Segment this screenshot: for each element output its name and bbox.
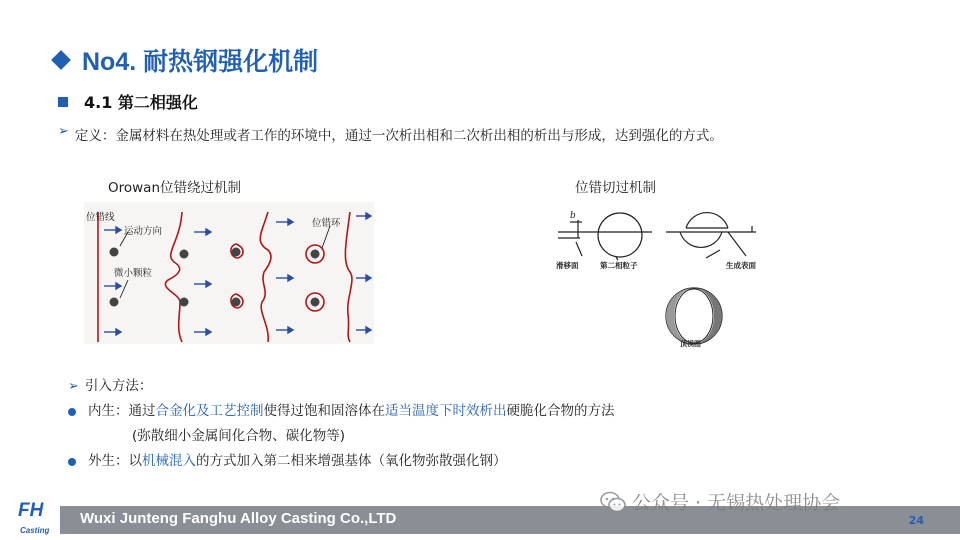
external-highlight: 机械混入 xyxy=(142,453,196,469)
particle-8 xyxy=(311,298,320,307)
label-second-phase: 第二相粒子 xyxy=(600,261,638,270)
company-name: Wuxi Junteng Fanghu Alloy Casting Co.,LTD xyxy=(80,510,397,527)
internal-pre: 通过 xyxy=(128,403,156,419)
leader-slip xyxy=(576,242,582,256)
label-direction: 运动方向 xyxy=(124,226,163,237)
leader-view xyxy=(706,250,720,258)
fig-left-caption: Orowan位错绕过机制 xyxy=(108,180,242,196)
internal-highlight-2: 适当温度下时效析出 xyxy=(385,403,507,419)
orowan-diagram xyxy=(84,202,374,344)
bullet-dot-icon xyxy=(68,458,76,466)
label-slip-plane: 滑移面 xyxy=(556,261,579,270)
section-text: 4.1 第二相强化 xyxy=(84,93,198,112)
internal-post: 硬脆化合物的方法 xyxy=(506,403,615,419)
external-post: 的方式加入第二相来增强基体（氧化物弥散强化钢） xyxy=(196,453,507,469)
wechat-icon xyxy=(600,491,626,513)
external-method xyxy=(68,449,615,474)
external-pre: 以 xyxy=(128,453,142,469)
square-bullet-icon xyxy=(58,97,68,107)
chevron-right-icon: ➢ xyxy=(68,379,79,394)
definition-text: 定义：金属材料在热处理或者工作的环境中，通过一次析出相和二次析出相的析出与形成，达到强化的方式。 xyxy=(74,128,723,144)
methods-heading-text: 引入方法： xyxy=(84,378,153,394)
cutting-diagram xyxy=(556,198,776,348)
particle-5 xyxy=(232,248,241,257)
particle-2 xyxy=(110,298,119,307)
particle-3 xyxy=(180,250,189,259)
title-text: No4. 耐热钢强化机制 xyxy=(82,48,319,76)
methods-block xyxy=(68,374,615,474)
watermark-text: 公众号 · 无锡热处理协会 xyxy=(632,492,841,514)
particle-cut-top xyxy=(686,213,728,228)
particle-7 xyxy=(311,250,320,259)
internal-highlight-1: 合金化及工艺控制 xyxy=(155,403,264,419)
particle-intact xyxy=(598,213,642,257)
leader-surface xyxy=(728,232,746,256)
page-title xyxy=(54,42,318,78)
particle-6 xyxy=(232,298,241,307)
fig-right-caption: 位错切过机制 xyxy=(575,180,656,196)
label-dislocation-line: 位错线 xyxy=(86,212,115,223)
section-heading xyxy=(58,90,198,113)
internal-label: 内生： xyxy=(88,403,129,419)
particle-4 xyxy=(180,298,189,307)
label-surface: 生成表面 xyxy=(726,261,756,270)
internal-mid: 使得过饱和固溶体在 xyxy=(263,403,385,419)
particle-cut-bottom xyxy=(680,232,722,247)
logo-casting: Casting xyxy=(20,526,50,535)
page-number: 24 xyxy=(908,514,924,527)
company-logo xyxy=(14,500,58,538)
internal-method xyxy=(68,399,615,424)
label-top-view: 顶视图 xyxy=(680,340,701,348)
internal-note: (弥散细小金属间化合物、碳化物等) xyxy=(132,428,346,444)
chevron-right-icon: ➢ xyxy=(58,124,69,139)
label-b: b xyxy=(570,211,576,221)
definition xyxy=(58,124,723,144)
bullet-dot-icon xyxy=(68,408,76,416)
external-label: 外生： xyxy=(88,453,129,469)
particle-1 xyxy=(110,248,119,257)
diamond-bullet-icon xyxy=(51,50,71,70)
watermark xyxy=(600,488,840,515)
label-loop: 位错环 xyxy=(312,218,341,229)
methods-heading xyxy=(68,374,615,399)
label-particle: 微小颗粒 xyxy=(114,268,153,279)
logo-fh: FH xyxy=(18,500,44,521)
top-view-inner xyxy=(675,289,713,343)
